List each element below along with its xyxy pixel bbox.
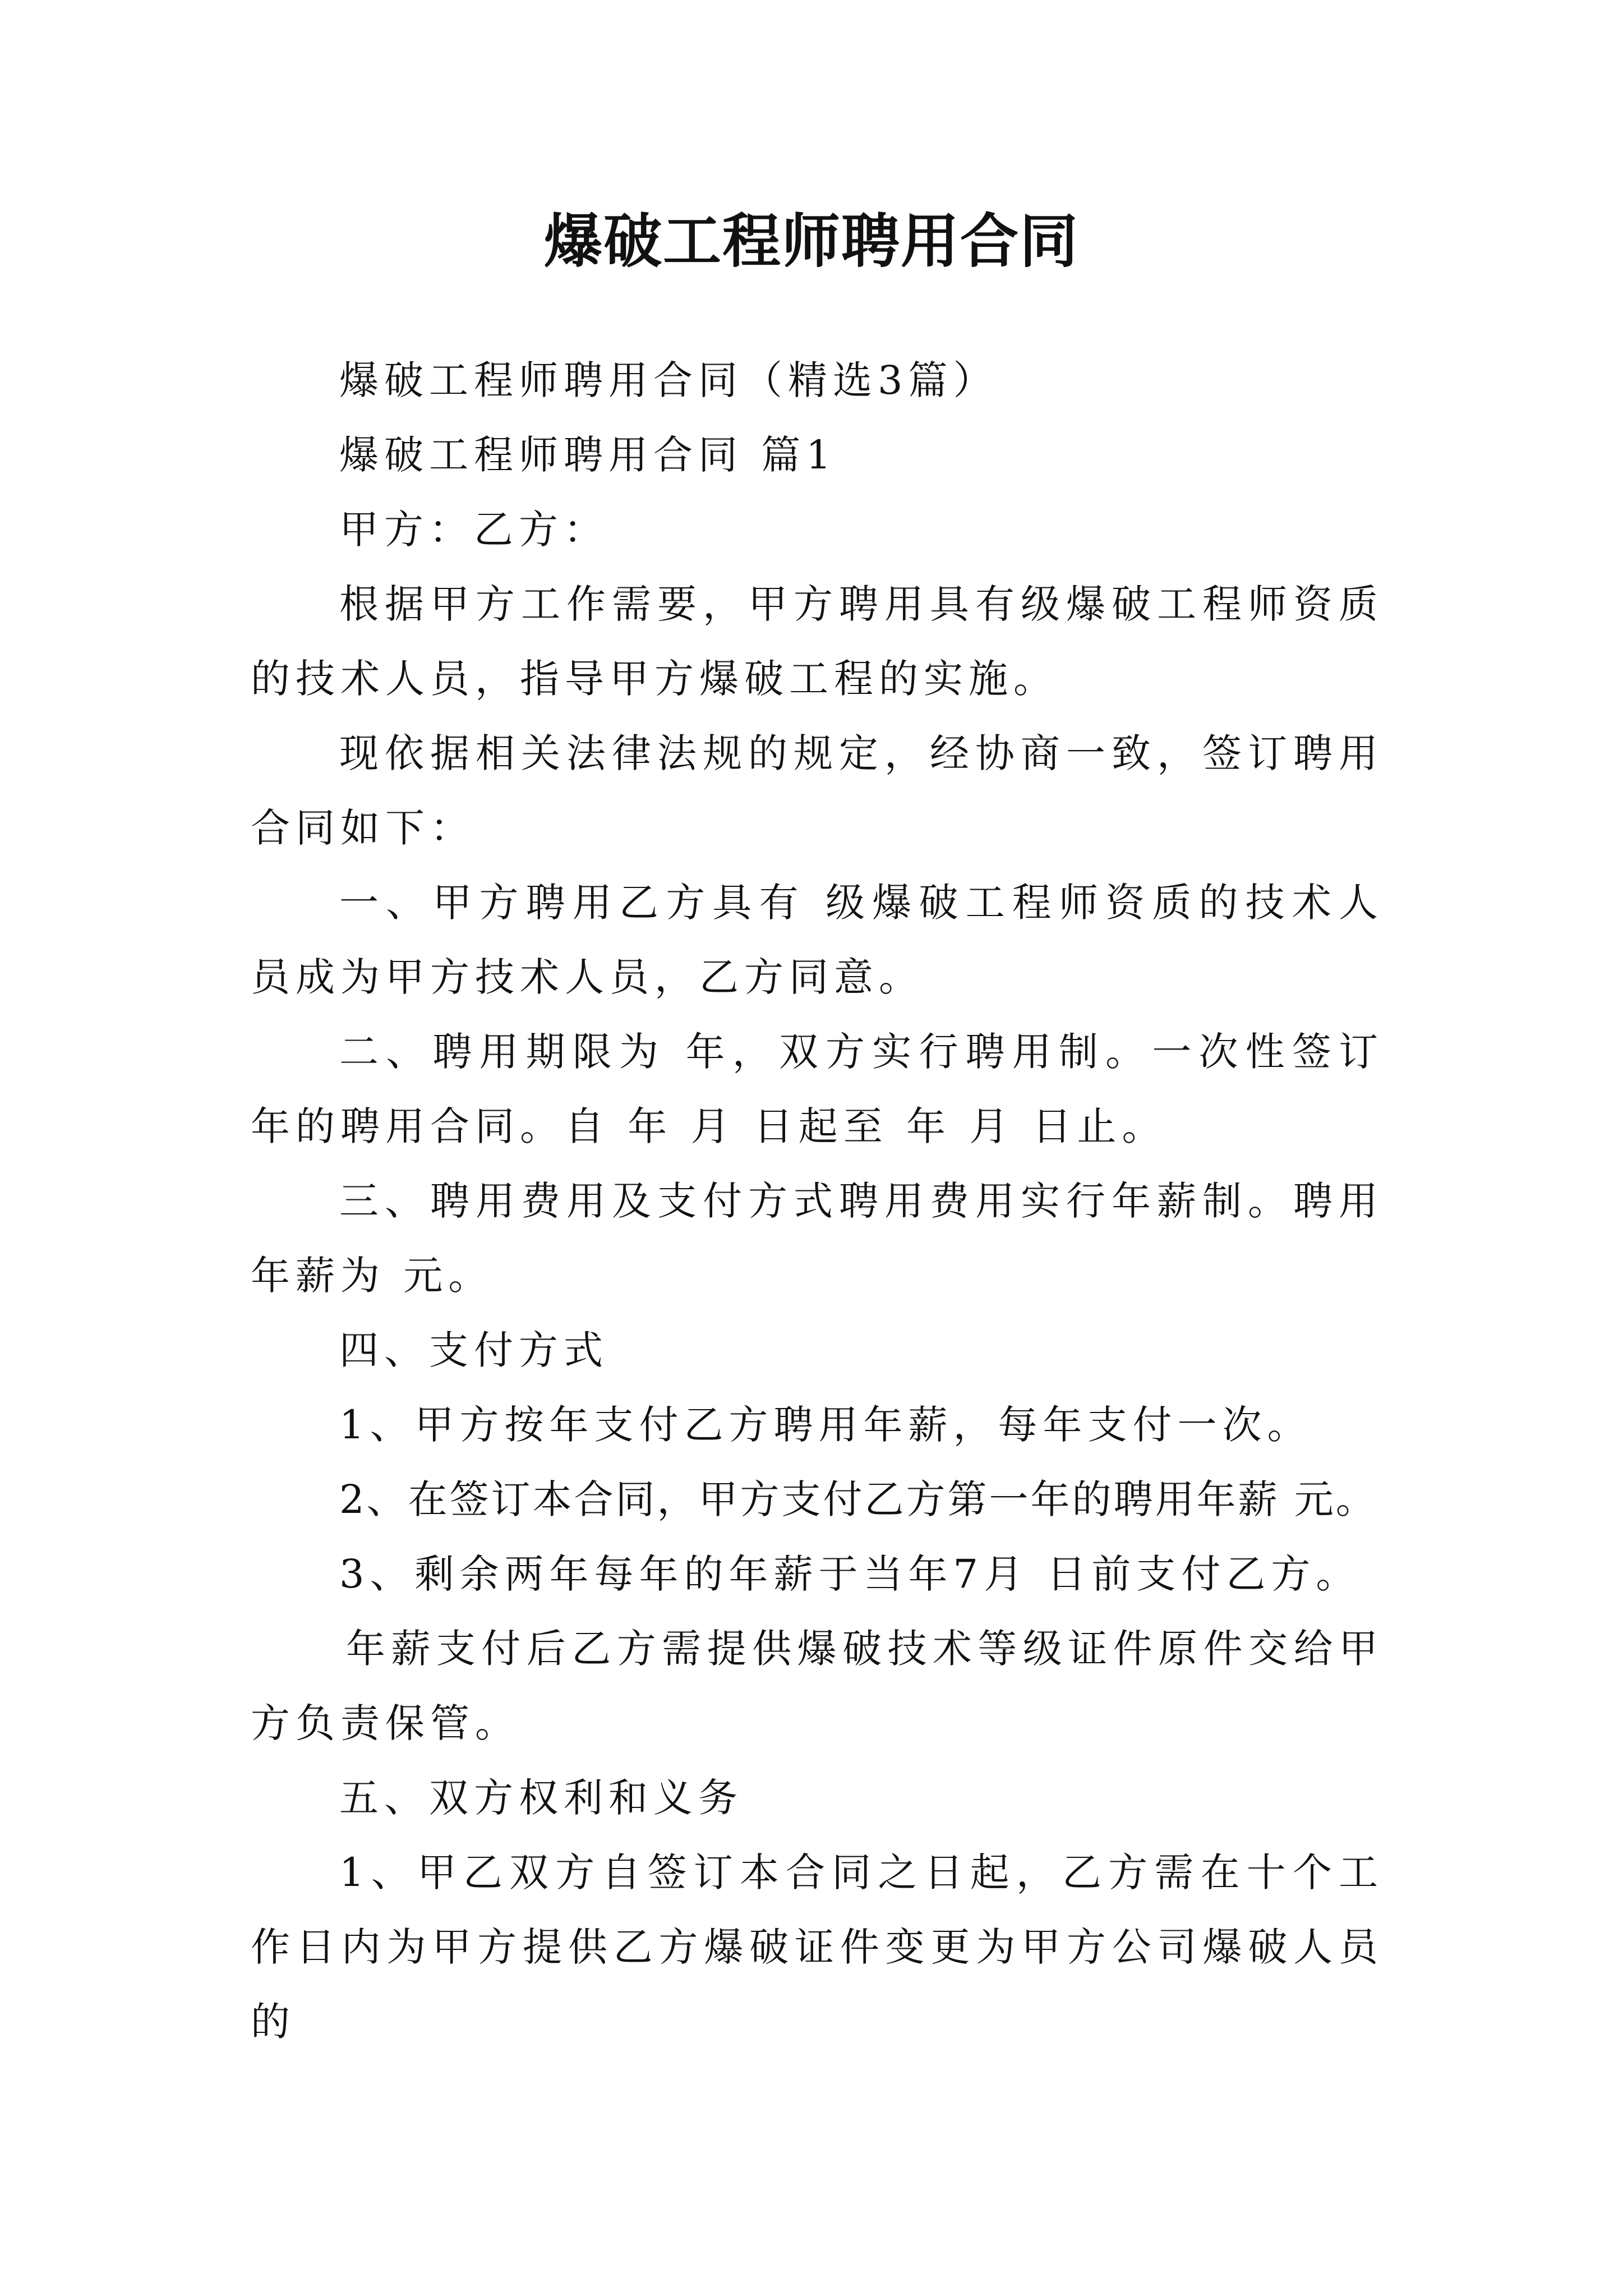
paragraph-subtitle: 爆破工程师聘用合同（精选3篇） [339,357,998,403]
paragraph-item: 3、剩余两年每年的年薪于当年7月 日前支付乙方。 [339,1551,1361,1597]
paragraph-parties: 甲方：乙方： [339,507,608,553]
paragraph-clause-4: 四、支付方式 [339,1327,608,1373]
paragraph: 年薪支付后乙方需提供爆破技术等级证件原件交给甲方负责保管。 [251,1626,1384,1746]
paragraph-item: 1、甲方按年支付乙方聘用年薪，每年支付一次。 [339,1402,1312,1448]
paragraph-section-heading: 爆破工程师聘用合同 篇1 [339,432,837,478]
document-body [251,343,1384,2059]
paragraph-item: 1、甲乙双方自签订本合同之日起，乙方需在十个工作日内为甲方提供乙方爆破证件变更为甲方公司爆破人员的 [251,1849,1384,2045]
paragraph-clause-1: 一、甲方聘用乙方具有 级爆破工程师资质的技术人员成为甲方技术人员，乙方同意。 [251,880,1384,1000]
paragraph: 根据甲方工作需要，甲方聘用具有级爆破工程师资质的技术人员，指导甲方爆破工程的实施。 [251,581,1384,702]
paragraph: 现依据相关法律法规的规定，经协商一致，签订聘用合同如下： [251,730,1384,851]
paragraph-clause-2: 二、聘用期限为 年，双方实行聘用制。一次性签订 年的聘用合同。自 年 月 日起至 年 月 日止。 [251,1029,1384,1149]
paragraph-item: 2、在签订本合同，甲方支付乙方第一年的聘用年薪 元。 [339,1476,1377,1522]
paragraph-clause-3: 三、聘用费用及支付方式聘用费用实行年薪制。聘用年薪为 元。 [251,1178,1384,1299]
paragraph-clause-5: 五、双方权利和义务 [339,1775,743,1821]
document-title: 爆破工程师聘用合同 [543,206,1079,275]
